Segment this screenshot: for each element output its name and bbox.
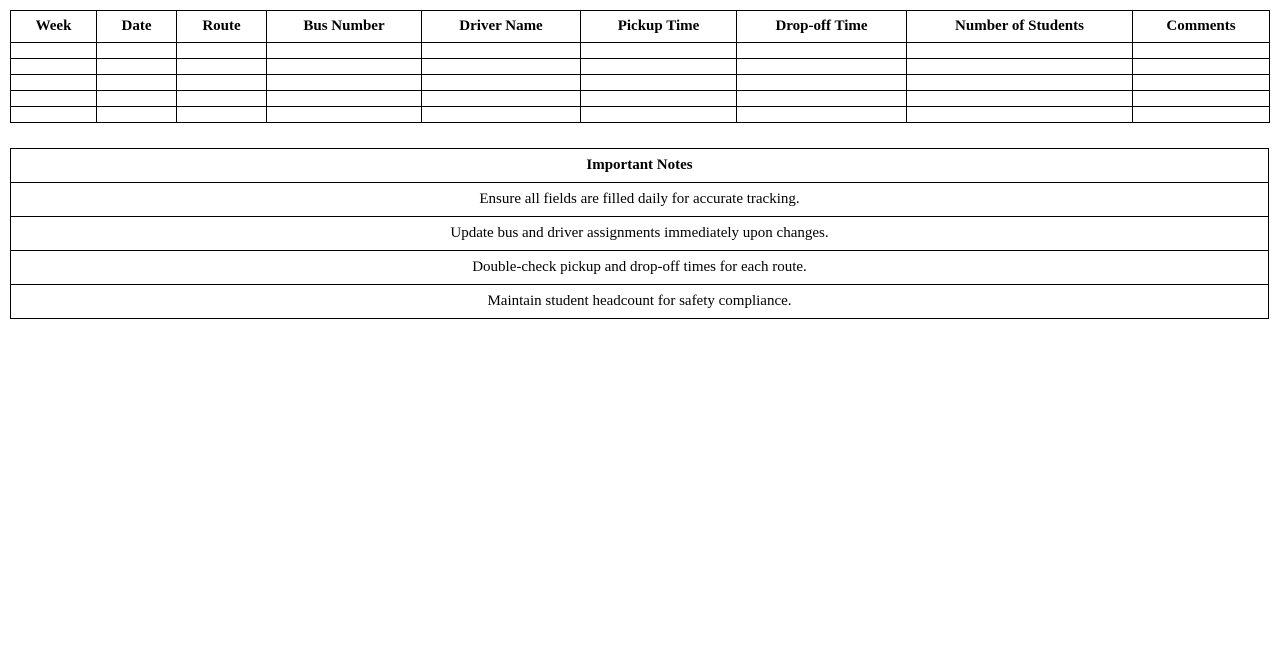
cell-drop-off-time[interactable] [737,107,907,123]
cell-date[interactable] [97,59,177,75]
table-row [11,107,1270,123]
cell-week[interactable] [11,75,97,91]
cell-number-of-students[interactable] [907,75,1133,91]
cell-bus-number[interactable] [267,43,422,59]
notes-table-header [11,149,1269,183]
column-header-week: Week [11,11,97,43]
cell-comments[interactable] [1133,43,1270,59]
table-row [11,43,1270,59]
note-item-1: Ensure all fields are filled daily for accurate tracking. [11,183,1269,217]
list-item [11,251,1269,285]
cell-pickup-time[interactable] [581,107,737,123]
note-item-3: Double-check pickup and drop-off times for each route. [11,251,1269,285]
cell-route[interactable] [177,91,267,107]
column-header-bus-number: Bus Number [267,11,422,43]
cell-date[interactable] [97,43,177,59]
cell-number-of-students[interactable] [907,43,1133,59]
cell-week[interactable] [11,59,97,75]
cell-route[interactable] [177,43,267,59]
cell-drop-off-time[interactable] [737,75,907,91]
cell-bus-number[interactable] [267,75,422,91]
notes-table-title: Important Notes [11,149,1269,183]
column-header-number-of-students: Number of Students [907,11,1133,43]
cell-week[interactable] [11,91,97,107]
cell-comments[interactable] [1133,91,1270,107]
cell-date[interactable] [97,107,177,123]
cell-driver-name[interactable] [422,43,581,59]
cell-pickup-time[interactable] [581,59,737,75]
cell-drop-off-time[interactable] [737,91,907,107]
log-table-header [11,11,1270,43]
list-item [11,285,1269,319]
cell-number-of-students[interactable] [907,91,1133,107]
cell-date[interactable] [97,75,177,91]
cell-pickup-time[interactable] [581,75,737,91]
cell-bus-number[interactable] [267,91,422,107]
column-header-drop-off-time: Drop-off Time [737,11,907,43]
cell-route[interactable] [177,59,267,75]
bus-tracking-log-section [10,10,1269,123]
log-table-header-row [11,11,1270,43]
list-item [11,183,1269,217]
cell-number-of-students[interactable] [907,59,1133,75]
cell-comments[interactable] [1133,59,1270,75]
cell-drop-off-time[interactable] [737,59,907,75]
column-header-comments: Comments [1133,11,1270,43]
table-row [11,91,1270,107]
column-header-route: Route [177,11,267,43]
cell-driver-name[interactable] [422,75,581,91]
cell-week[interactable] [11,107,97,123]
cell-pickup-time[interactable] [581,91,737,107]
cell-driver-name[interactable] [422,107,581,123]
cell-route[interactable] [177,107,267,123]
cell-date[interactable] [97,91,177,107]
cell-bus-number[interactable] [267,59,422,75]
important-notes-section [10,148,1269,319]
table-row [11,59,1270,75]
notes-table-header-row [11,149,1269,183]
list-item [11,217,1269,251]
cell-number-of-students[interactable] [907,107,1133,123]
table-row [11,75,1270,91]
cell-drop-off-time[interactable] [737,43,907,59]
bus-tracking-log-table [10,10,1270,123]
cell-route[interactable] [177,75,267,91]
log-table-body [11,43,1270,123]
important-notes-table [10,148,1269,319]
cell-comments[interactable] [1133,107,1270,123]
notes-table-body [11,183,1269,319]
cell-driver-name[interactable] [422,59,581,75]
column-header-pickup-time: Pickup Time [581,11,737,43]
cell-comments[interactable] [1133,75,1270,91]
cell-driver-name[interactable] [422,91,581,107]
cell-week[interactable] [11,43,97,59]
column-header-date: Date [97,11,177,43]
note-item-4: Maintain student headcount for safety compliance. [11,285,1269,319]
note-item-2: Update bus and driver assignments immediately upon changes. [11,217,1269,251]
cell-pickup-time[interactable] [581,43,737,59]
cell-bus-number[interactable] [267,107,422,123]
column-header-driver-name: Driver Name [422,11,581,43]
